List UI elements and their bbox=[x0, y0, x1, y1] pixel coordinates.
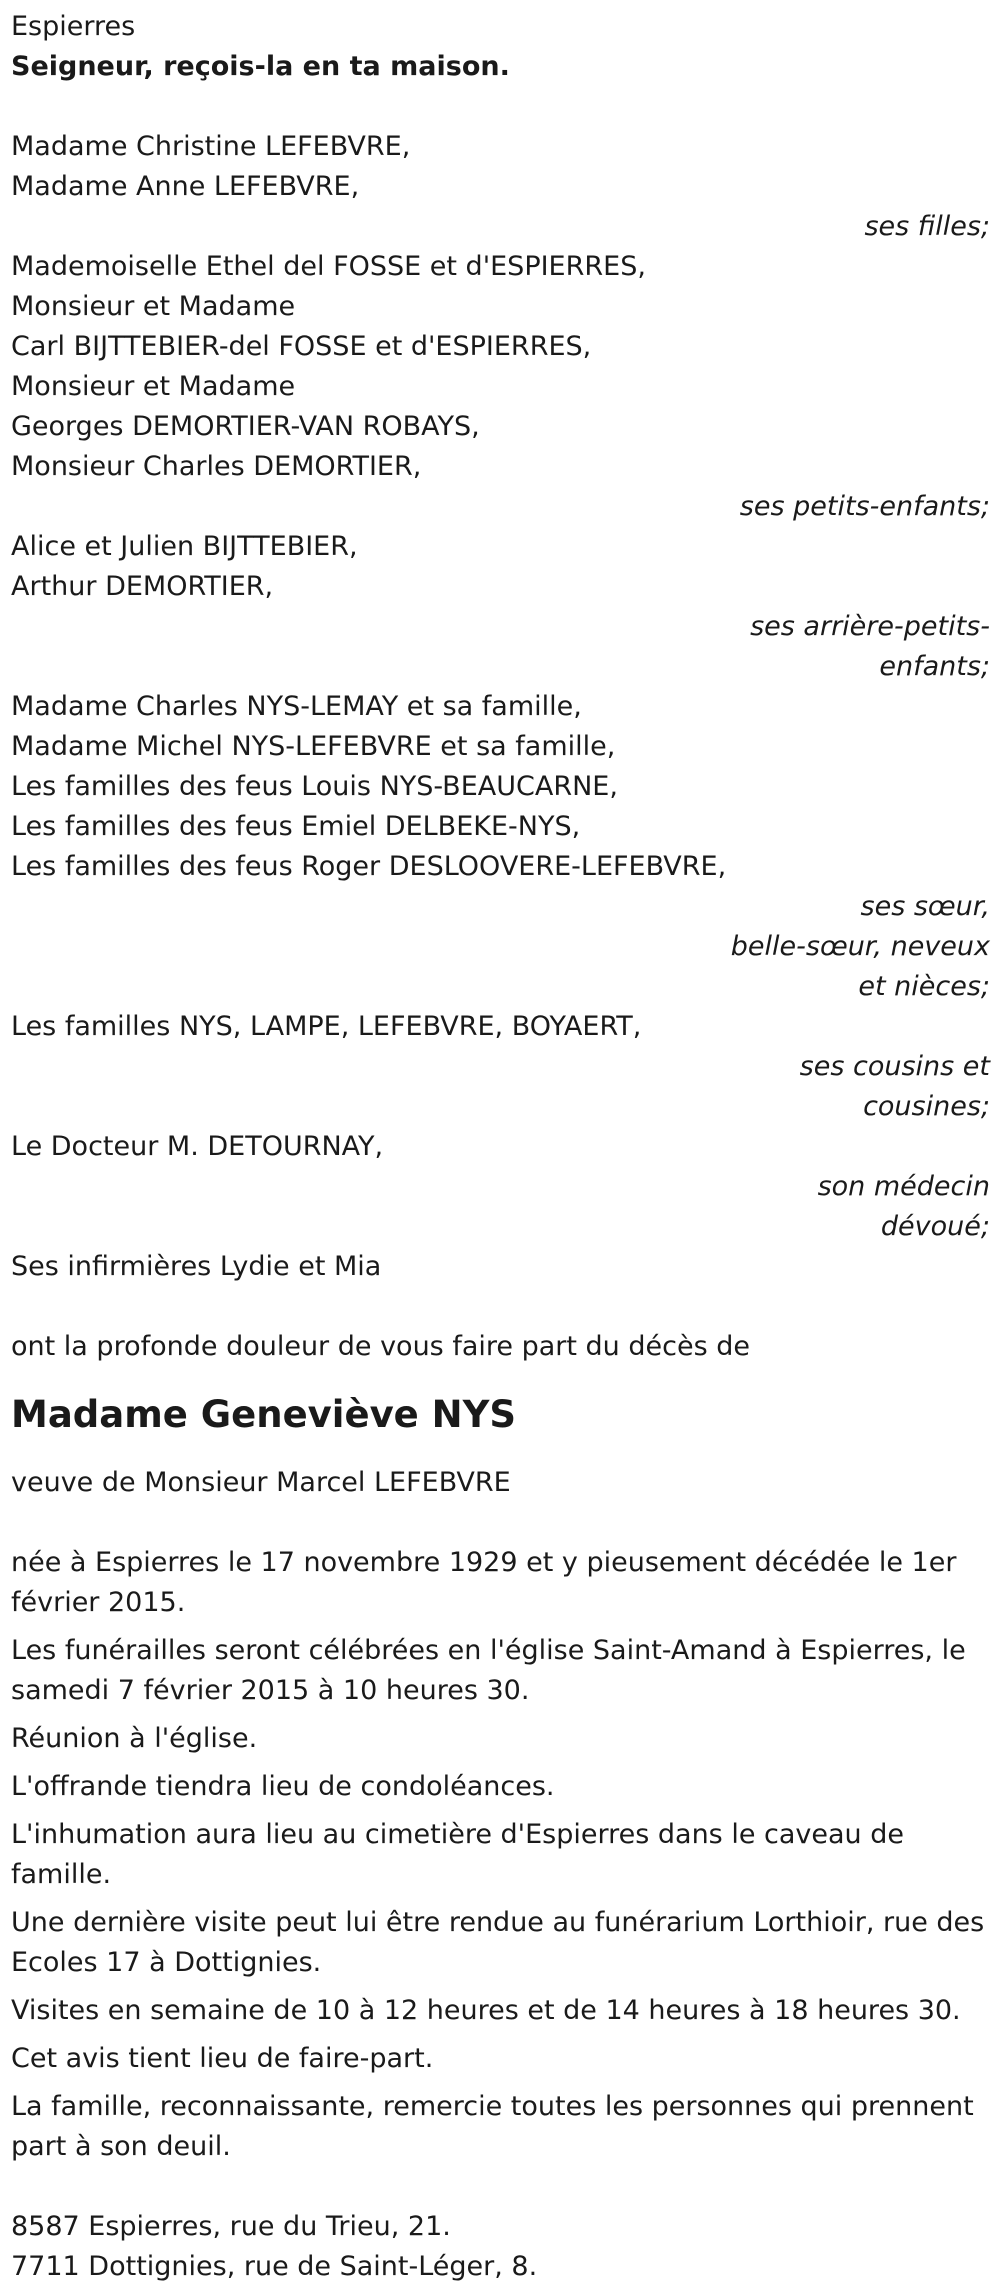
detail-line: L'inhumation aura lieu au cimetière d'Espierres dans le caveau de bbox=[11, 1819, 904, 1850]
detail-line: samedi 7 février 2015 à 10 heures 30. bbox=[11, 1675, 530, 1706]
family-name: Madame Anne LEFEBVRE, bbox=[11, 171, 360, 202]
relation-label: son médecin bbox=[817, 1171, 990, 1202]
detail-paragraph bbox=[11, 2087, 1000, 2167]
detail-line: Ecoles 17 à Dottignies. bbox=[11, 1947, 322, 1978]
relation-label: ses cousins et bbox=[799, 1051, 990, 1082]
family-group bbox=[11, 687, 1000, 1007]
family-name: Les familles des feus Roger DESLOOVERE-LEFEBVRE, bbox=[11, 851, 727, 882]
nurses: Ses infirmières Lydie et Mia bbox=[11, 1251, 382, 1282]
relation-label: cousines; bbox=[863, 1091, 990, 1122]
detail-paragraph bbox=[11, 1767, 1000, 1807]
family-group bbox=[11, 1007, 1000, 1127]
family-name: Madame Charles NYS-LEMAY et sa famille, bbox=[11, 691, 582, 722]
detail-paragraph bbox=[11, 1991, 1000, 2031]
detail-line: Une dernière visite peut lui être rendue au funérarium Lorthioir, rue des bbox=[11, 1907, 985, 1938]
family-group bbox=[11, 247, 1000, 527]
family-name: Madame Michel NYS-LEFEBVRE et sa famille, bbox=[11, 731, 616, 762]
detail-line: famille. bbox=[11, 1859, 112, 1890]
relation-label: enfants; bbox=[879, 651, 990, 682]
relation-label: ses sœur, bbox=[860, 891, 990, 922]
detail-line: Visites en semaine de 10 à 12 heures et de 14 heures à 18 heures 30. bbox=[11, 1995, 961, 2026]
detail-paragraph bbox=[11, 1815, 1000, 1895]
detail-line: Réunion à l'église. bbox=[11, 1723, 258, 1754]
addresses bbox=[11, 2207, 1000, 2287]
family-name: Monsieur Charles DEMORTIER, bbox=[11, 451, 422, 482]
announcement: ont la profonde douleur de vous faire part du décès de bbox=[11, 1331, 750, 1362]
detail-line: La famille, reconnaissante, remercie toutes les personnes qui prennent bbox=[11, 2091, 974, 2122]
relation-label: dévoué; bbox=[880, 1211, 990, 1242]
detail-line: Les funérailles seront célébrées en l'église Saint-Amand à Espierres, le bbox=[11, 1635, 966, 1666]
family-name: Alice et Julien BIJTTEBIER, bbox=[11, 531, 358, 562]
family-name: Les familles des feus Louis NYS-BEAUCARNE, bbox=[11, 771, 618, 802]
address-line: 8587 Espierres, rue du Trieu, 21. bbox=[11, 2211, 451, 2242]
relation-label: ses filles; bbox=[864, 211, 990, 242]
family-name: Arthur DEMORTIER, bbox=[11, 571, 274, 602]
family-name: Les familles NYS, LAMPE, LEFEBVRE, BOYAERT, bbox=[11, 1011, 642, 1042]
relation-label: et nièces; bbox=[858, 971, 990, 1002]
detail-paragraph bbox=[11, 1719, 1000, 1759]
address-line: 7711 Dottignies, rue de Saint-Léger, 8. bbox=[11, 2251, 538, 2282]
detail-line: part à son deuil. bbox=[11, 2131, 231, 2162]
family-group bbox=[11, 127, 1000, 247]
detail-paragraph bbox=[11, 1903, 1000, 1983]
relation-label: ses arrière-petits- bbox=[750, 611, 990, 642]
widow-of: veuve de Monsieur Marcel LEFEBVRE bbox=[11, 1467, 511, 1498]
detail-paragraph bbox=[11, 1543, 1000, 1623]
prayer: Seigneur, reçois-la en ta maison. bbox=[11, 51, 510, 82]
family-name: Georges DEMORTIER-VAN ROBAYS, bbox=[11, 411, 480, 442]
family-name: Les familles des feus Emiel DELBEKE-NYS, bbox=[11, 811, 581, 842]
location: Espierres bbox=[11, 11, 136, 42]
funeral-details bbox=[11, 1543, 1000, 2167]
detail-paragraph bbox=[11, 2039, 1000, 2079]
deceased-name: Madame Geneviève NYS bbox=[11, 1393, 517, 1436]
detail-line: née à Espierres le 17 novembre 1929 et y pieusement décédée le 1er bbox=[11, 1547, 957, 1578]
family-group bbox=[11, 1127, 1000, 1247]
family-name: Carl BIJTTEBIER-del FOSSE et d'ESPIERRES, bbox=[11, 331, 592, 362]
relation-label: ses petits-enfants; bbox=[739, 491, 990, 522]
relation-label: belle-sœur, neveux bbox=[730, 931, 990, 962]
family-name: Madame Christine LEFEBVRE, bbox=[11, 131, 411, 162]
detail-line: L'offrande tiendra lieu de condoléances. bbox=[11, 1771, 555, 1802]
family-name: Mademoiselle Ethel del FOSSE et d'ESPIERRES, bbox=[11, 251, 646, 282]
family-group bbox=[11, 527, 1000, 687]
family-name: Monsieur et Madame bbox=[11, 371, 296, 402]
detail-line: février 2015. bbox=[11, 1587, 186, 1618]
family-name: Monsieur et Madame bbox=[11, 291, 296, 322]
family-name: Le Docteur M. DETOURNAY, bbox=[11, 1131, 384, 1162]
detail-paragraph bbox=[11, 1631, 1000, 1711]
detail-line: Cet avis tient lieu de faire-part. bbox=[11, 2043, 434, 2074]
